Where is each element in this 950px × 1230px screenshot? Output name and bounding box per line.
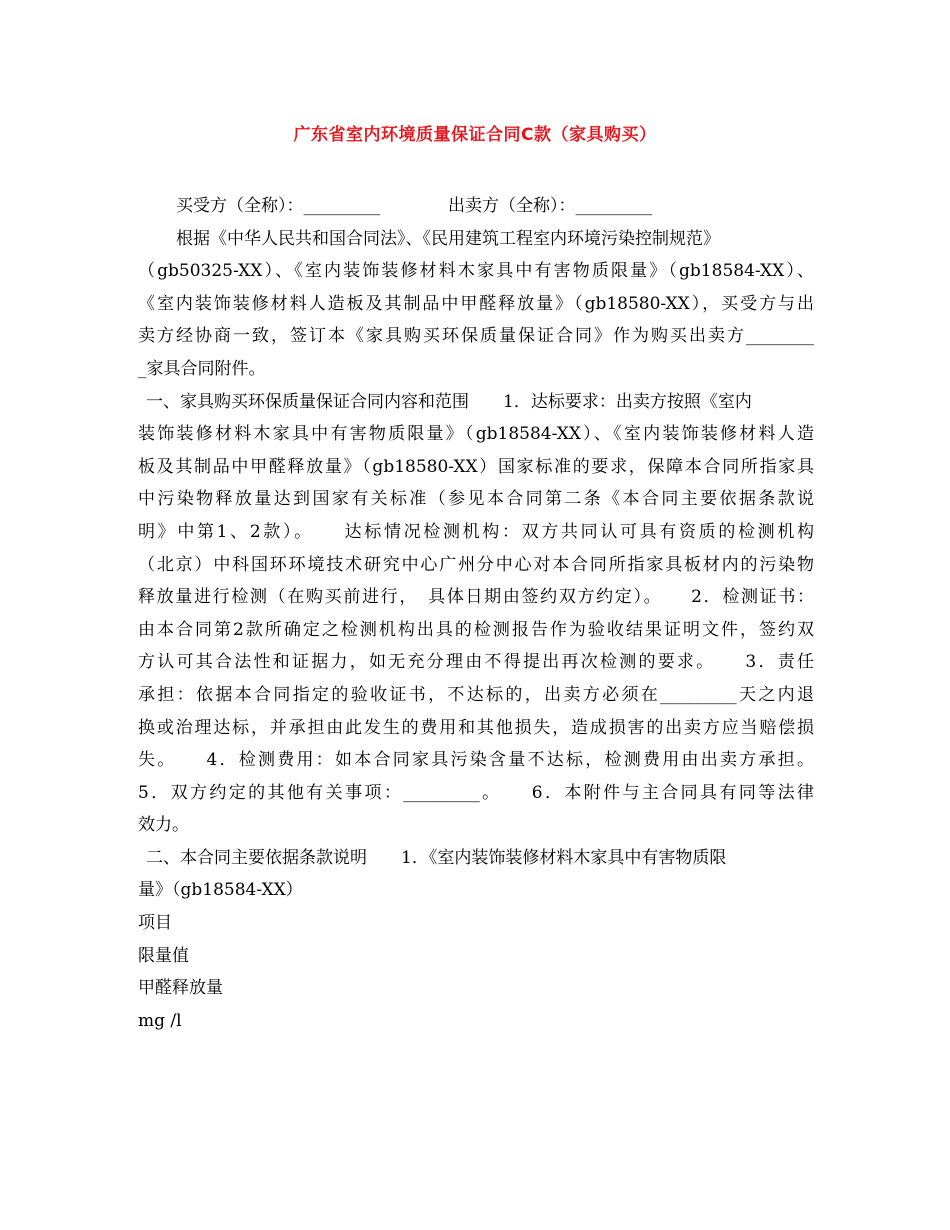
paragraph-line: 由本合同第2款所确定之检测机构出具的检测报告作为验收结果证明文件，签约双 [138, 619, 814, 640]
section-heading-line: 一、家具购买环保质量保证合同内容和范围 1．达标要求：出卖方按照《室内 [146, 391, 752, 412]
paragraph-line: 5．双方约定的其他有关事项：_________。 6．本附件与主合同具有同等法律 [138, 782, 814, 803]
paragraph-line: 换或治理达标，并承担由此发生的费用和其他损失，造成损害的出卖方应当赔偿损 [138, 717, 814, 738]
paragraph-line: 根据《中华人民共和国合同法》、《民用建筑工程室内环境污染控制规范》 [176, 228, 720, 249]
buyer-field: 买受方（全称）：_________ [176, 196, 380, 216]
paragraph-line: 方认可其合法性和证据力，如无充分理由不得提出再次检测的要求。 3．责任 [138, 652, 814, 673]
document-title: 广东省室内环境质量保证合同C款（家具购买） [293, 125, 657, 145]
section-heading-line: 二、本合同主要依据条款说明 1．《室内装饰装修材料木家具中有害物质限 [146, 847, 727, 868]
parties-line [138, 190, 814, 223]
table-cell-unit: mg /l [138, 1010, 182, 1031]
paragraph-line: 释放量进行检测（在购买前进行， 具体日期由签约双方约定）。 2．检测证书： [138, 587, 814, 608]
paragraph-line: 承担：依据本合同指定的验收证书，不达标的，出卖方必须在_________天之内退 [138, 684, 814, 705]
paragraph-line: _家具合同附件。 [138, 358, 266, 379]
paragraph-line: （北京）中科国环环境技术研究中心广州分中心对本合同所指家具板材内的污染物 [138, 554, 814, 575]
paragraph-line: 失。 4．检测费用：如本合同家具污染含量不达标，检测费用由出卖方承担。 [138, 750, 814, 771]
paragraph-line: 中污染物释放量达到国家有关标准（参见本合同第二条《本合同主要依据条款说 [138, 489, 814, 510]
document-body [138, 190, 814, 1037]
paragraph-line: 装饰装修材料木家具中有害物质限量》（gb18584-XX）、《室内装饰装修材料人造 [138, 424, 814, 445]
paragraph-line: 效力。 [138, 815, 189, 836]
paragraph-line: 量》（gb18584-XX） [138, 880, 303, 901]
table-cell-limit: 限量值 [138, 945, 189, 966]
paragraph-line: 卖方经协商一致，签订本《家具购买环保质量保证合同》作为购买出卖方________ [138, 326, 814, 347]
paragraph-line: 明》中第1、2款）。 达标情况检测机构：双方共同认可具有资质的检测机构 [138, 521, 814, 542]
seller-field: 出卖方（全称）：_________ [448, 196, 652, 216]
paragraph-line: 《室内装饰装修材料人造板及其制品中甲醛释放量》（gb18580-XX），买受方与出 [138, 293, 814, 314]
table-cell-item: 项目 [138, 913, 172, 934]
paragraph-line: （gb50325-XX）、《室内装饰装修材料木家具中有害物质限量》（gb18584-XX）、 [138, 261, 814, 282]
paragraph-line: 板及其制品中甲醛释放量》（gb18580-XX）国家标准的要求，保障本合同所指家具 [138, 456, 814, 477]
table-cell-formaldehyde: 甲醛释放量 [138, 978, 223, 999]
